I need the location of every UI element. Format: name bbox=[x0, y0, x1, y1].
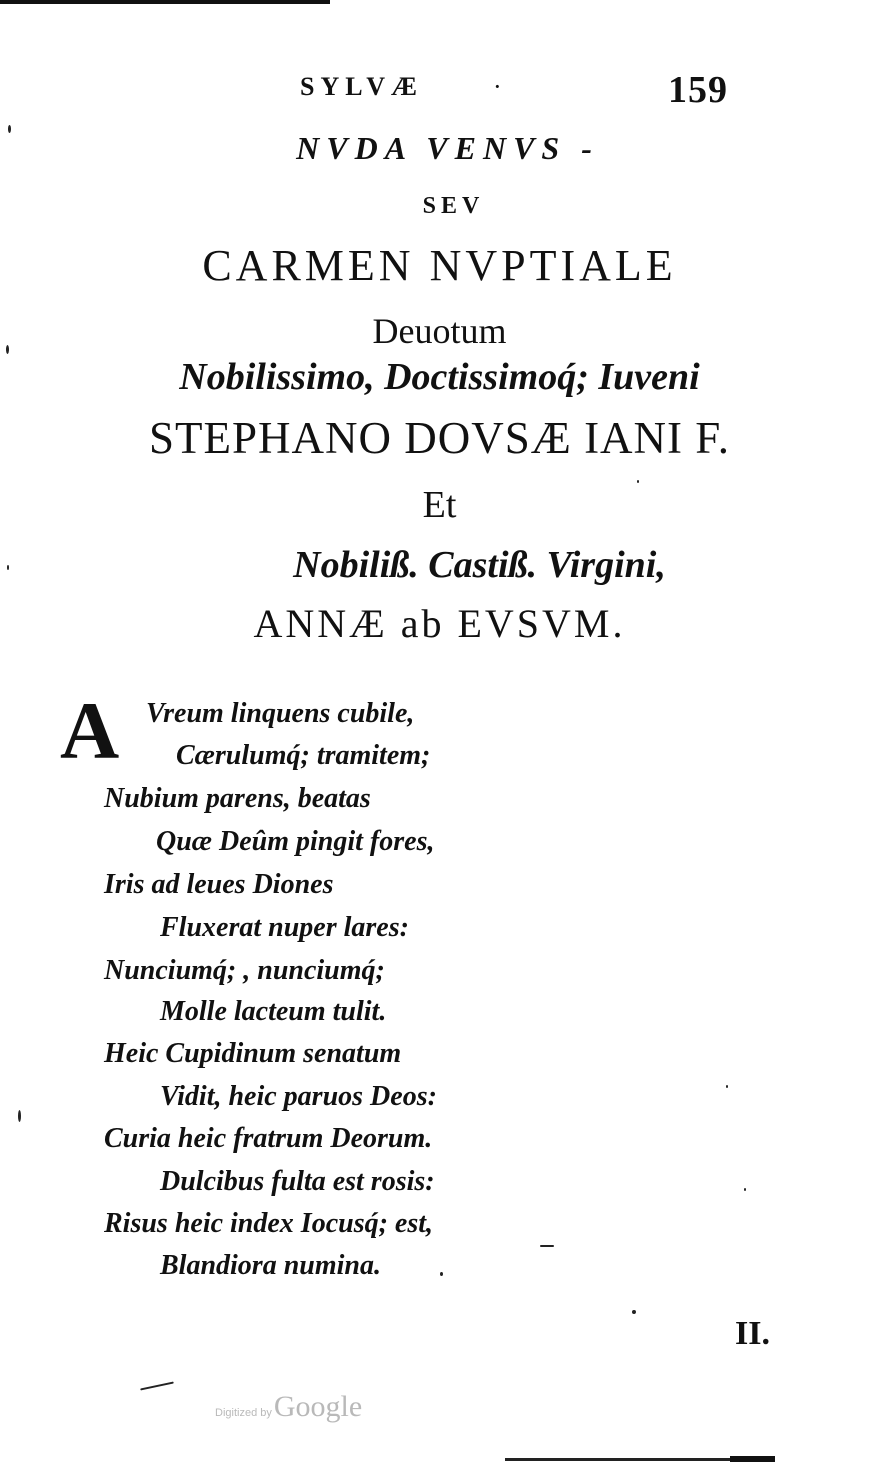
running-head bbox=[0, 69, 879, 112]
scan-speck bbox=[440, 1272, 443, 1276]
heading-groom-name: STEPHANO DOVSÆ IANI F. bbox=[149, 413, 730, 463]
scan-speck bbox=[6, 345, 9, 354]
scan-speck bbox=[7, 565, 9, 570]
running-title: SYLVÆ bbox=[300, 72, 423, 101]
heading-dedicatee-epithets: Nobilissimo, Doctissimoq́; Iuveni bbox=[179, 356, 700, 398]
verse-line: Molle lacteum tulit. bbox=[160, 996, 387, 1027]
verse-line: Curia heic fratrum Deorum. bbox=[104, 1123, 433, 1154]
running-dot: · bbox=[493, 72, 502, 101]
page-number: 159 bbox=[668, 69, 728, 111]
verse-line: Nunciumq́; , nunciumq́; bbox=[104, 955, 385, 986]
scan-speck bbox=[140, 1381, 174, 1390]
verse-line: Cærulumq́; tramitem; bbox=[176, 740, 431, 771]
heading-bride-epithets: Nobiliß. Castiß. Virgini, bbox=[293, 544, 666, 586]
heading-et: Et bbox=[422, 484, 457, 526]
digitized-label: Digitized by bbox=[215, 1407, 272, 1419]
verse-line: Vreum linquens cubile, bbox=[146, 698, 415, 729]
verse-line: Fluxerat nuper lares: bbox=[160, 912, 409, 943]
scan-speck bbox=[540, 1245, 554, 1247]
heading-carmen-nuptiale: CARMEN NVPTIALE bbox=[202, 241, 677, 290]
poem-verse bbox=[0, 685, 879, 1290]
verse-line: Dulcibus fulta est rosis: bbox=[160, 1166, 435, 1197]
heading-nuda-venus: NVDA VENVS - bbox=[296, 130, 599, 166]
heading-seu: SEV bbox=[422, 193, 485, 219]
drop-cap: A bbox=[60, 685, 120, 776]
top-edge-rule bbox=[0, 0, 330, 4]
verse-line: Iris ad leues Diones bbox=[104, 869, 334, 900]
heading-deuotum: Deuotum bbox=[372, 311, 507, 351]
scan-speck bbox=[744, 1188, 746, 1191]
digitized-watermark bbox=[215, 1390, 362, 1424]
verse-line: Blandiora numina. bbox=[160, 1250, 381, 1281]
verse-line: Vidit, heic paruos Deos: bbox=[160, 1081, 437, 1112]
scan-speck bbox=[637, 480, 639, 483]
bottom-edge-mark bbox=[730, 1456, 775, 1462]
signature-mark: II. bbox=[735, 1315, 770, 1352]
scan-speck bbox=[726, 1085, 728, 1088]
heading-bride-name: ANNÆ ab EVSVM. bbox=[253, 601, 626, 646]
verse-line: Quæ Deûm pingit fores, bbox=[156, 826, 435, 857]
scan-speck bbox=[18, 1110, 21, 1122]
verse-line: Nubium parens, beatas bbox=[104, 783, 371, 814]
scan-speck bbox=[8, 125, 11, 133]
verse-line: Risus heic index Iocusq́; est, bbox=[104, 1208, 434, 1239]
verse-line: Heic Cupidinum senatum bbox=[104, 1038, 402, 1069]
scan-speck bbox=[632, 1310, 636, 1314]
google-wordmark: Google bbox=[273, 1390, 363, 1423]
